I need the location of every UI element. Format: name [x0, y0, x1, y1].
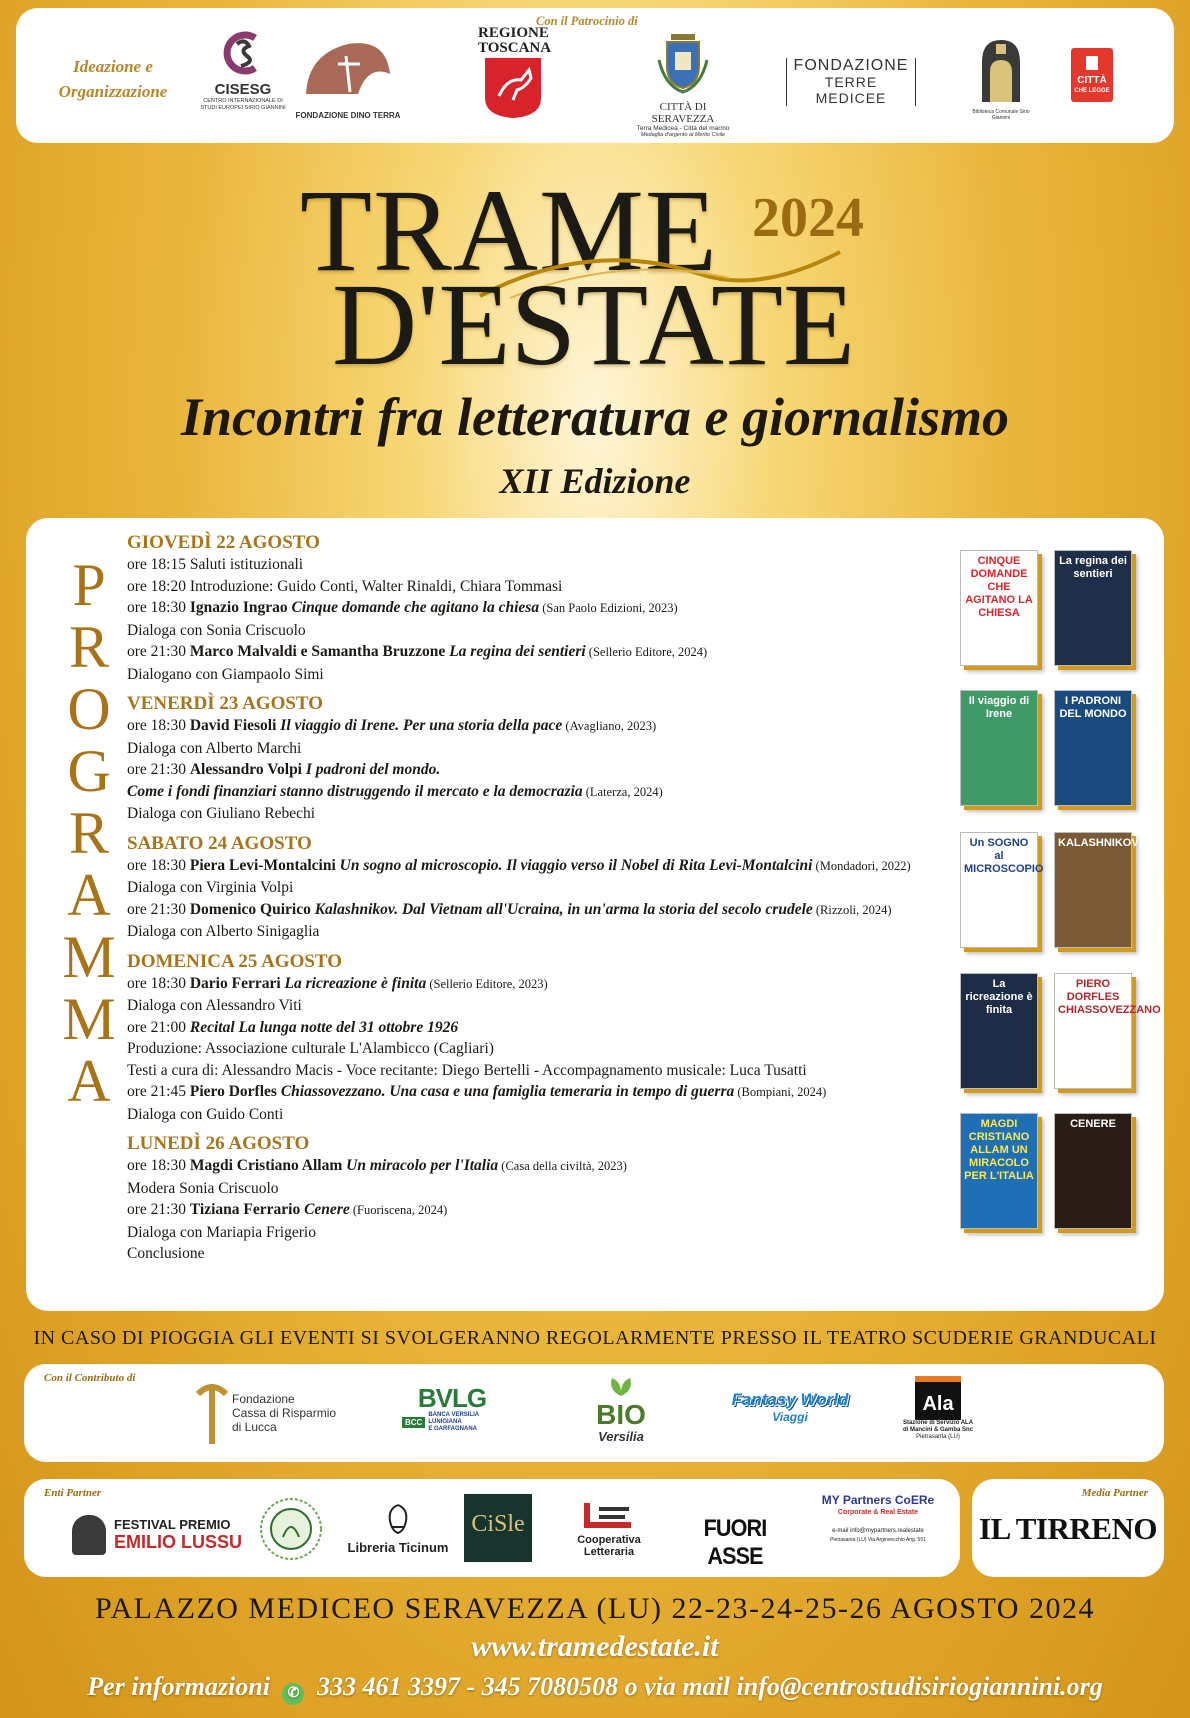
event-line: [127, 738, 977, 760]
event-text: Produzione: Associazione culturale L'Alambicco (Cagliari): [127, 1040, 494, 1057]
book-cover-title: CENERE: [1070, 1118, 1116, 1130]
book-cover-title: Un SOGNO al MICROSCOPIO: [964, 837, 1044, 875]
book-cover-title: Il viaggio di Irene: [968, 695, 1030, 720]
programma-letter: O: [67, 676, 111, 742]
event-text: Dialoga con Virginia Volpi: [127, 879, 294, 896]
event-line: [127, 576, 977, 598]
contact-info: Per informazioni ✆ 333 461 3397 - 345 7080508 o via mail info@centrostudisiriogiannini.org: [0, 1672, 1190, 1705]
cross-icon: [192, 1380, 232, 1446]
event-author: Piero Dorfles: [189, 1083, 277, 1100]
event-author: Marco Malvaldi e Samantha Bruzzone: [189, 643, 446, 660]
event-line: [127, 899, 977, 922]
organizers-panel: [16, 8, 1174, 143]
coat-of-arms-icon: [653, 30, 713, 96]
event-publisher: (Bompiani, 2024): [734, 1085, 827, 1099]
book-cover-title: La ricreazione è finita: [965, 978, 1033, 1016]
programma-vertical-label: [44, 554, 134, 1274]
event-line: [127, 1060, 977, 1082]
media-partner-panel: [972, 1479, 1164, 1577]
event-text: Dialoga con Mariapia Frigerio: [127, 1223, 316, 1241]
event-line: [127, 1081, 977, 1104]
event-book: La regina dei sentieri: [445, 643, 586, 660]
event-publisher: (Sellerio Editore, 2024): [585, 645, 708, 659]
event-book: Come i fondi finanziari stanno distruggendo il mercato e la democrazia: [127, 782, 583, 800]
event-text: Dialoga con Alessandro Viti: [127, 997, 302, 1014]
media-partner-label: Media Partner: [1081, 1487, 1148, 1499]
shell-icon: [385, 1503, 411, 1535]
event-book: Recital La lunga notte del 31 ottobre 1926: [189, 1018, 459, 1036]
day-heading: GIOVEDÌ 22 AGOSTO: [127, 532, 320, 553]
cisle-logo: CiSle: [464, 1494, 532, 1562]
associazione-logo: [256, 1493, 326, 1570]
programma-letter: P: [72, 552, 106, 618]
event-time: ore 18:30: [127, 1157, 190, 1174]
event-book: Un sogno al microscopio. Il viaggio verso il Nobel di Rita Levi-Montalcini: [335, 856, 813, 874]
event-book: Cinque domande che agitano la chiesa: [287, 599, 540, 616]
edition: XII Edizione: [499, 461, 691, 501]
cisesg-icon: [215, 30, 271, 76]
book-cover: [1054, 973, 1161, 1089]
pegasus-icon: [483, 56, 543, 120]
title-year: 2024: [752, 187, 864, 249]
event-publisher: (Fuoriscena, 2024): [349, 1203, 448, 1217]
subtitle: Incontri fra letteratura e giornalismo: [180, 387, 1010, 447]
event-text: Dialoga con Sonia Criscuolo: [127, 621, 306, 639]
regione-toscana-logo: REGIONE TOSCANA: [478, 26, 548, 125]
event-text: Modera Sonia Criscuolo: [127, 1179, 279, 1197]
event-text: Dialoga con Alberto Marchi: [127, 739, 302, 757]
event-time: ore 21:00: [127, 1018, 190, 1036]
day-heading: VENERDÌ 23 AGOSTO: [127, 693, 324, 714]
programma-letter: R: [68, 614, 110, 680]
event-line: [127, 1178, 977, 1200]
schedule: [127, 532, 977, 1265]
dino-terra-icon: [298, 34, 398, 106]
event-line: [127, 1155, 977, 1178]
contributors-panel: [24, 1364, 1164, 1462]
event-line: [127, 1104, 977, 1126]
seravezza-logo: CITTÀ DI SERAVEZZA Terra Medicea - Città del marmo Medaglia d'argento al Merito Civile: [628, 30, 738, 138]
book-cover: [960, 1113, 1038, 1229]
title-line-2: D'ESTATE: [332, 259, 856, 390]
contributors-label: Con il Contributo di: [44, 1372, 136, 1384]
event-line: [127, 1199, 977, 1222]
programma-letter: G: [67, 738, 111, 804]
event-line: [127, 921, 977, 943]
partners-panel: Enti Partner FESTIVAL PREMIO EMILIO LUSSU Libreria Ticinum CiSle Cooperativa Letteraria FUORI ASSE MY Partners CoERe Corporate & Real Estate e-mail info@mypartners.realestate Pietrasanta (LU) Via Arginvecchio Ang. 551: [24, 1479, 960, 1577]
event-line: [127, 554, 977, 576]
event-time: ore 21:30: [127, 761, 190, 778]
event-time: ore 18:30: [127, 599, 190, 616]
event-book: Chiassovezzano. Una casa e una famiglia temeraria in tempo di guerra: [276, 1083, 735, 1100]
book-icon: CITTÀ CHE LEGGE: [1071, 48, 1113, 102]
books-stack-icon: [579, 1499, 639, 1529]
event-text: Dialogano con Giampaolo Simi: [127, 665, 324, 683]
organization-label: Ideazione e Organizzazione: [58, 57, 168, 101]
event-text: ore 18:20 Introduzione: Guido Conti, Walter Rinaldi, Chiara Tommasi: [127, 577, 563, 595]
programma-letter: M: [62, 924, 116, 990]
book-cover-title: KALASHNIKOV: [1058, 837, 1139, 849]
book-cover-title: CINQUE DOMANDE CHE AGITANO LA CHIESA: [965, 555, 1033, 619]
patronage-label: Con il Patrocinio di: [536, 14, 638, 28]
event-time: ore 21:30: [127, 643, 190, 660]
partners-label: Enti Partner: [44, 1487, 102, 1499]
rain-notice: IN CASO DI PIOGGIA GLI EVENTI SI SVOLGERANNO REGOLARMENTE PRESSO IL TEATRO SCUDERIE GRANDUCALI: [33, 1327, 1157, 1349]
citta-che-legge-logo: [1062, 48, 1122, 102]
whatsapp-icon: ✆: [282, 1683, 304, 1705]
programma-letter: R: [68, 800, 110, 866]
event-text: ore 18:15 Saluti istituzionali: [127, 556, 304, 573]
cisesg-logo: CISESG CENTRO INTERNAZIONALE DI STUDI EUROPEI SIRIO GIANNINI: [198, 30, 288, 112]
event-line: [127, 1243, 977, 1265]
event-line: [127, 973, 977, 996]
day-heading: SABATO 24 AGOSTO: [127, 832, 312, 854]
event-time: ore 21:30: [127, 1201, 190, 1218]
event-book: Un miracolo per l'Italia: [342, 1157, 499, 1174]
event-text: Conclusione: [127, 1245, 205, 1262]
event-author: Dario Ferrari: [189, 974, 281, 992]
event-text: Dialoga con Guido Conti: [127, 1105, 284, 1123]
bio-versilia-logo: BIO Versilia: [588, 1376, 654, 1444]
book-cover: [960, 690, 1038, 806]
event-book: Kalashnikov. Dal Vietnam all'Ucraina, in un'arma la storia del secolo crudele: [310, 900, 813, 918]
terre-medicee-logo: FONDAZIONE TERRE MEDICEE: [786, 58, 916, 106]
event-publisher: (Mondadori, 2022): [812, 858, 911, 873]
venue-dates: PALAZZO MEDICEO SERAVEZZA (LU) 22-23-24-25-26 AGOSTO 2024: [95, 1592, 1095, 1625]
book-cover: [1054, 832, 1139, 948]
event-line: [127, 620, 977, 642]
fantasy-world-logo: Fantasy World Viaggi: [731, 1390, 849, 1424]
book-cover: [1054, 550, 1132, 666]
book-cover: [1054, 1113, 1132, 1229]
event-line: [127, 1222, 977, 1244]
book-cover-title: I PADRONI DEL MONDO: [1059, 695, 1127, 720]
event-time: ore 21:30: [127, 900, 190, 918]
book-cover: [960, 973, 1038, 1089]
event-author: Magdi Cristiano Allam: [189, 1157, 343, 1174]
event-author: David Fiesoli: [189, 717, 277, 734]
biblioteca-logo: Biblioteca Comunale Sirio Giannini: [966, 38, 1036, 121]
bvlg-logo: BVLG BCC BANCA VERSILIA LUNIGIANA E GARFAGNANA: [402, 1384, 502, 1433]
book-cover-title: MAGDI CRISTIANO ALLAM UN MIRACOLO PER L'ITALIA: [964, 1118, 1034, 1182]
event-line: [127, 1017, 977, 1039]
book-cover: [960, 832, 1044, 948]
event-line: [127, 781, 977, 804]
event-publisher: (Casa della civiltà, 2023): [498, 1159, 627, 1173]
libreria-ticinum-logo: Libreria Ticinum: [338, 1503, 458, 1555]
fondazione-crl-logo: Fondazione Cassa di Risparmio di Lucca: [192, 1378, 352, 1450]
event-line: [127, 759, 977, 781]
circular-seal-icon: [256, 1493, 326, 1565]
program-panel: [26, 518, 1164, 1311]
event-author: Alessandro Volpi: [189, 761, 302, 778]
mypartners-logo: MY Partners CoERe Corporate & Real Estate e-mail info@mypartners.realestate Pietrasanta (LU) Via Arginvecchio Ang. 551: [821, 1493, 935, 1543]
day-heading: DOMENICA 25 AGOSTO: [127, 950, 343, 972]
fuori-asse-logo: FUORI ASSE: [703, 1515, 767, 1570]
event-publisher: (Avagliano, 2023): [562, 719, 657, 733]
event-time: ore 18:30: [127, 974, 190, 992]
dino-terra-logo: FONDAZIONE DINO TERRA: [288, 34, 408, 120]
day-heading: LUNEDÌ 26 AGOSTO: [127, 1133, 310, 1154]
leaf-icon: [606, 1376, 636, 1396]
event-publisher: (Laterza, 2024): [582, 784, 663, 799]
event-line: [127, 803, 977, 825]
programma-letter: M: [62, 986, 116, 1052]
event-time: ore 18:30: [127, 717, 190, 734]
event-book: Cenere: [300, 1201, 350, 1218]
book-cover: [1054, 690, 1132, 806]
event-text: Dialoga con Alberto Sinigaglia: [127, 923, 320, 940]
book-cover: [960, 550, 1038, 666]
event-publisher: (Sellerio Editore, 2023): [426, 976, 548, 991]
programma-letter: A: [67, 1048, 111, 1114]
event-book: I padroni del mondo.: [302, 761, 441, 778]
event-text: Dialoga con Giuliano Rebechi: [127, 805, 316, 822]
event-publisher: (Rizzoli, 2024): [812, 902, 892, 917]
event-author: Piera Levi-Montalcini: [189, 856, 336, 874]
event-author: Ignazio Ingrao: [189, 599, 288, 616]
event-publisher: (San Paolo Edizioni, 2023): [539, 601, 678, 615]
event-time: ore 21:45: [127, 1083, 190, 1100]
title-line-1: TRAME: [300, 165, 718, 296]
event-line: [127, 715, 977, 738]
event-author: Tiziana Ferrario: [189, 1201, 301, 1218]
cooperativa-letteraria-logo: Cooperativa Letteraria: [554, 1499, 664, 1558]
website-link[interactable]: www.tramedestate.it: [471, 1630, 719, 1663]
event-line: [127, 1038, 977, 1060]
event-line: [127, 877, 977, 899]
event-line: [127, 597, 977, 620]
event-line: [127, 641, 977, 664]
event-book: Il viaggio di Irene. Per una storia della pace: [276, 717, 563, 734]
event-line: [127, 855, 977, 878]
portrait-icon: [72, 1515, 106, 1555]
programma-letter: A: [67, 862, 111, 928]
library-building-icon: [978, 38, 1024, 104]
ala-logo: Ala Stazione di Servizio ALA di Mancini & Gamba Snc Pietrasanta (LU): [890, 1376, 986, 1441]
event-book: La ricreazione è finita: [280, 974, 427, 992]
event-text: Testi a cura di: Alessandro Macis - Voce recitante: Diego Bertelli - Accompagnamento musicale: Luca Tusatti: [127, 1061, 807, 1079]
event-line: [127, 995, 977, 1017]
event-time: ore 18:30: [127, 856, 190, 874]
event-line: [127, 664, 977, 686]
book-cover-title: PIERO DORFLES CHIASSOVEZZANO: [1058, 978, 1161, 1016]
event-author: Domenico Quirico: [189, 900, 311, 918]
il-tirreno-logo: IL TIRRENO: [979, 1511, 1157, 1546]
book-cover-title: La regina dei sentieri: [1059, 555, 1127, 580]
